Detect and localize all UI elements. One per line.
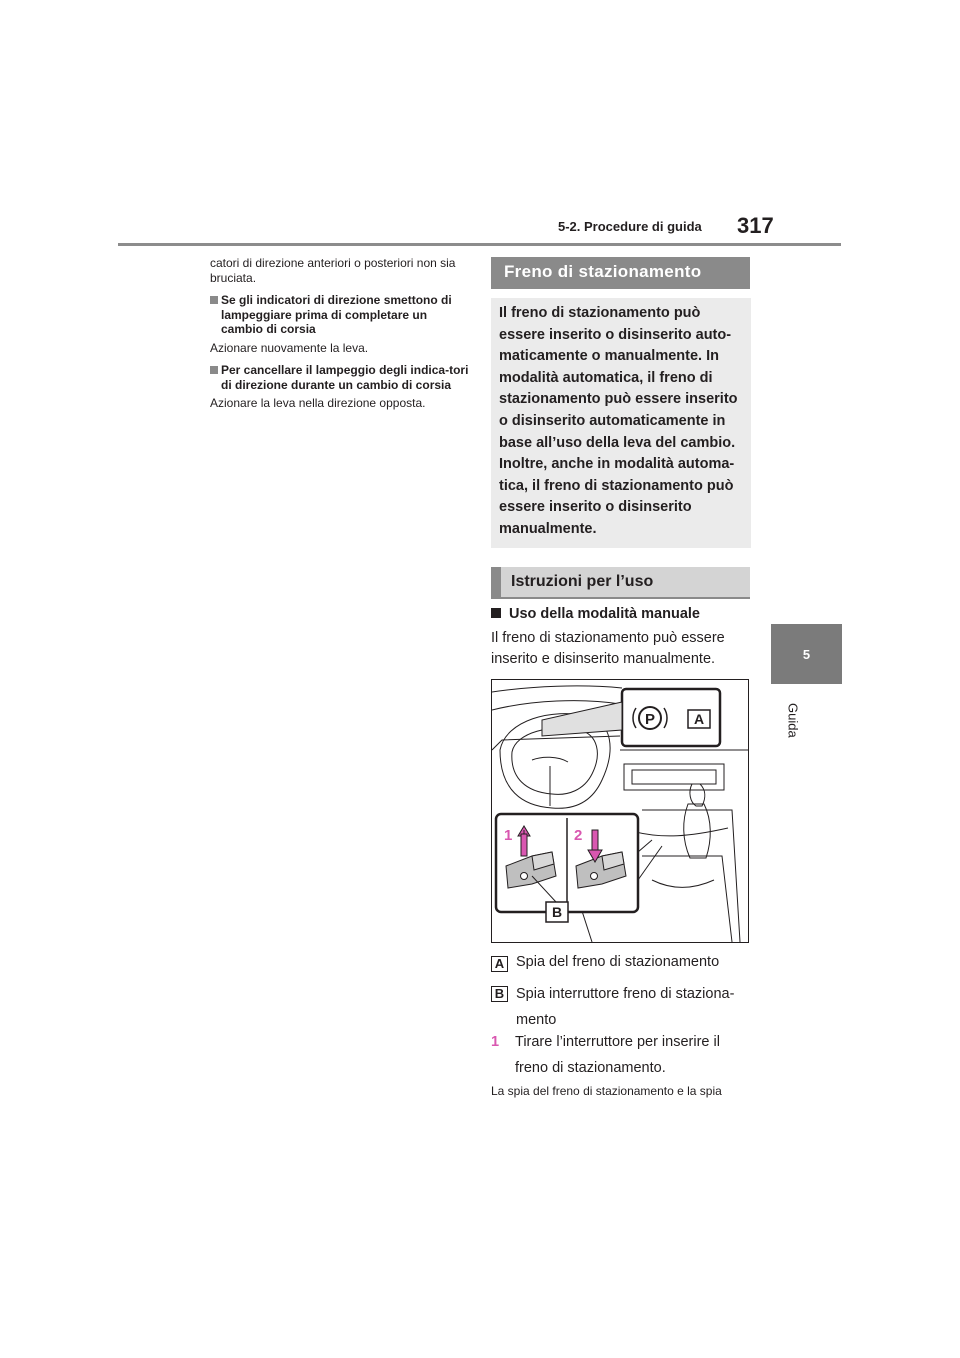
step-1-label: 1: [504, 827, 513, 844]
figure-label-b: B: [551, 904, 563, 920]
page-number: 317: [737, 213, 774, 238]
heading-rule: [491, 597, 750, 599]
step-item: [491, 1029, 753, 1081]
item-heading: [210, 293, 472, 337]
step-text: Tirare l’interruttore per inserire il freno di stazionamento.: [515, 1034, 720, 1076]
parking-brake-illustration: [491, 679, 749, 943]
subsection-heading: Istruzioni per l’uso: [491, 567, 750, 597]
subheading: [491, 606, 700, 622]
body-text: Il freno di stazionamento può essere inserito e disinserito manualmente.: [491, 630, 725, 667]
legend-key-b: B: [491, 986, 508, 1002]
item-heading-text: Se gli indicatori di direzione smettono di lampeggiare prima di completare un cambio di corsia: [221, 293, 452, 336]
item-heading-text: Per cancellare il lampeggio degli indica-tori di direzione durante un cambio di corsia: [221, 363, 469, 392]
step-number: 1: [491, 1034, 500, 1050]
item-heading: [210, 363, 472, 392]
heading-rule: [491, 287, 750, 289]
legend-item-a: [491, 949, 741, 975]
item-text: Azionare nuovamente la leva.: [210, 340, 369, 355]
footer-text: La spia del freno di stazionamento e la spia: [491, 1084, 722, 1098]
header-rule: [118, 243, 841, 246]
intro-text: catori di direzione anteriori o posteriori non sia bruciata.: [210, 256, 456, 285]
left-column: [210, 256, 472, 419]
subheading-text: Uso della modalità manuale: [509, 606, 700, 622]
item-text: Azionare la leva nella direzione opposta.: [210, 396, 426, 410]
bullet-square-icon: [210, 296, 218, 304]
legend-text-b: Spia interruttore freno di staziona-mento: [516, 986, 735, 1028]
dashboard-drawing: [492, 680, 748, 942]
chapter-label: Guida: [785, 702, 801, 738]
legend-key-a: A: [491, 956, 508, 972]
legend-text-a: Spia del freno di stazionamento: [516, 954, 720, 970]
step-2-label: 2: [574, 827, 583, 844]
figure-label-a: A: [693, 711, 705, 727]
bullet-square-icon: [210, 366, 218, 374]
chapter-tab: 5: [771, 624, 842, 684]
intro-box: Il freno di stazionamento può essere inserito o disinserito auto-maticamente o manualmente. In modalità automatica, il freno di stazionamento può essere inserito o disinserito automaticamente in base all’uso della leva del cambio. Inoltre, anche in modalità automa-tica, il freno di stazionamento può essere inserito o disinserito manualmente.: [491, 298, 751, 548]
bullet-square-icon: [491, 608, 501, 618]
section-title: 5-2. Procedure di guida: [558, 219, 702, 234]
section-heading: Freno di stazionamento: [491, 257, 750, 287]
p-symbol: P: [644, 711, 656, 728]
legend-item-b: [491, 981, 753, 1033]
